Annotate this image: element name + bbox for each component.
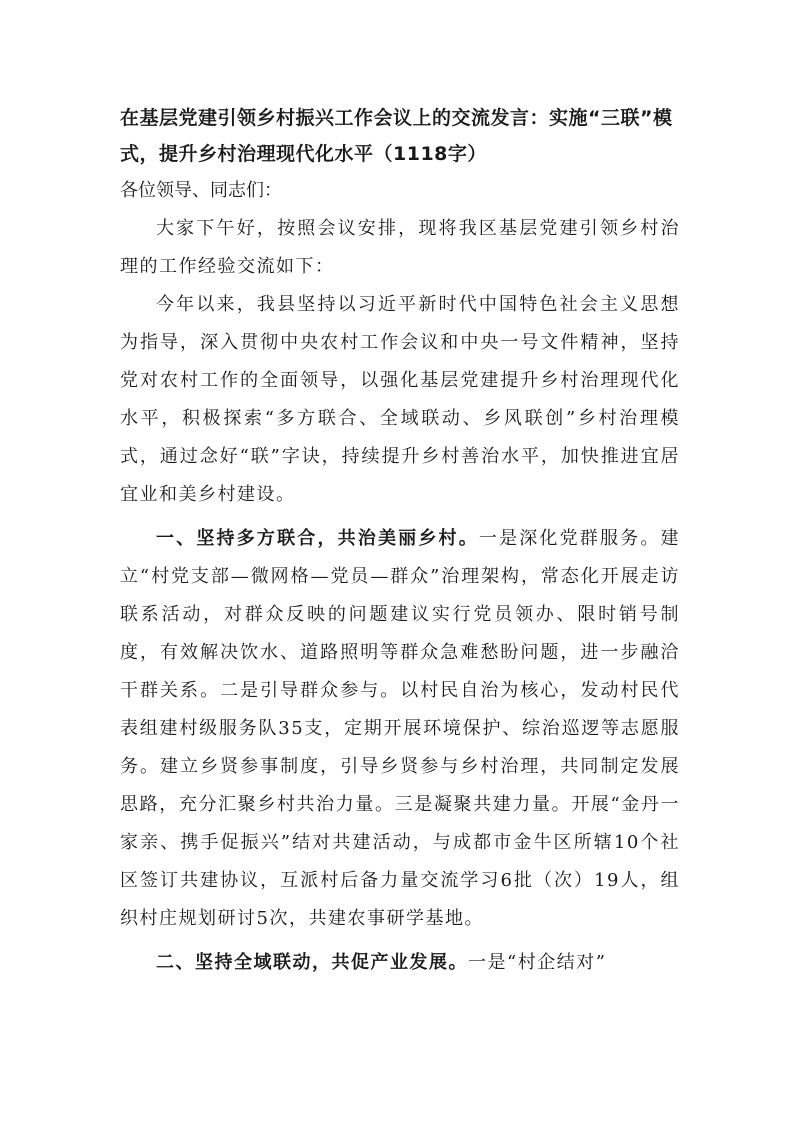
paragraph-text: 一是深化党群服务。建立“村党支部—微网格—党员—群众”治理架构，常态化开展走访联系活动，对群众反映的问题建议实行党员领办、限时销号制度，有效解决饮水、道路照明等群众急难愁盼问题，进一步融洽干群关系。二是引导群众参与。以村民自治为核心，发动村民代表组建村级服务队35支，定期开展环境保护、综治巡逻等志愿服务。建立乡贤参事制度，引导乡贤参与乡村治理，共同制定发展思路，充分汇聚乡村共治力量。三是凝聚共建力量。开展“金丹一家亲、携手促振兴”结对共建活动，与成都市金牛区所辖10个社区签订共建协议，互派村后备力量交流学习6批（次）19人，组织村庄规划研讨5次，共建农事研学基地。 [120,528,681,929]
paragraph-section-2 [120,944,680,982]
paragraph-text: 今年以来，我县坚持以习近平新时代中国特色社会主义思想为指导，深入贯彻中央农村工作会议和中央一号文件精神，坚持党对农村工作的全面领导，以强化基层党建提升乡村治理现代化水平，积极探索“多方联合、全域联动、乡风联创”乡村治理模式，通过念好“联”字诀，持续提升乡村善治水平，加快推进宜居宜业和美乡村建设。 [120,294,680,505]
greeting: 各位领导、同志们： [120,180,282,201]
section-heading: 二、坚持全域联动，共促产业发展。 [156,952,468,973]
document-page [120,100,680,982]
paragraph-background [120,286,680,514]
paragraph-text: 一是“村企结对” [468,952,607,973]
paragraph-section-1 [120,520,680,938]
paragraph-text: 大家下午好，按照会议安排，现将我区基层党建引领乡村治理的工作经验交流如下： [120,218,680,277]
document-title: 在基层党建引领乡村振兴工作会议上的交流发言：实施“三联”模式，提升乡村治理现代化水平（1118字） [120,107,673,165]
paragraph-intro [120,210,680,286]
section-heading: 一、坚持多方联合，共治美丽乡村。 [156,528,479,549]
